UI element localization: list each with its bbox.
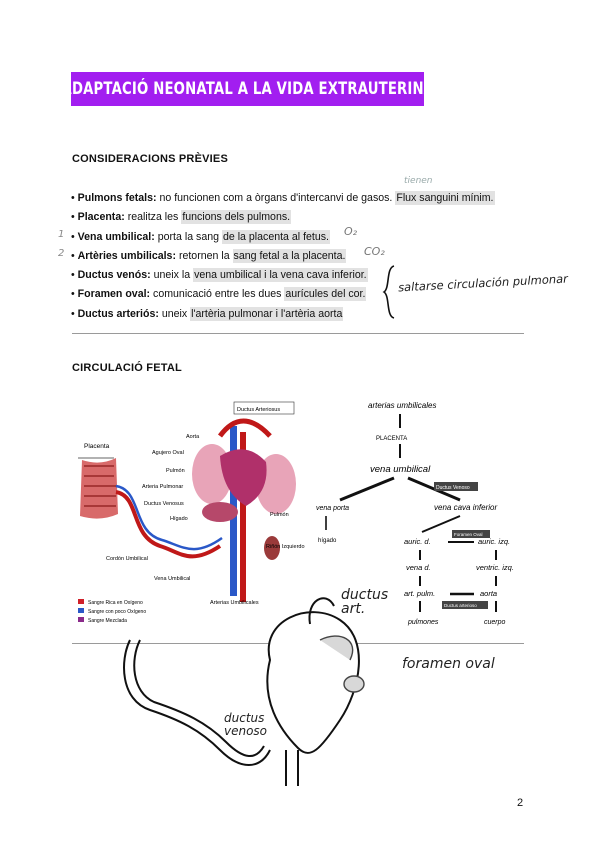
label-ductus-venosus: Ductus Venosus [144,501,184,507]
curly-bracket [380,264,400,320]
flow-pulmones: pulmones [408,619,439,626]
flow-arterias: arterias umbilicales [368,401,437,410]
label-pulmon: Pulmón [166,468,185,474]
legend-mezclada: Sangre Mezclada [88,618,127,624]
flow-vena-d: vena d. [406,563,431,572]
flow-placenta: PLACENTA [376,436,408,442]
considerations-list [71,189,541,324]
label-placenta: Placenta [84,443,110,450]
note-o2: O₂ [344,225,358,238]
flow-auric-izq: auric. izq. [478,537,511,546]
list-item: • Artèries umbilicals: retornen la sang fetal a la placenta. [71,249,346,262]
label-vena-umbilical: Vena Umbilical [154,576,191,582]
flow-vena-porta: vena porta [316,505,350,512]
list-item: • Pulmons fetals: no funcionen com a òrgans d'intercanvi de gasos. Flux sanguini mínim. [71,192,494,204]
flow-ductus-art-tag: Ductus arterioso [444,603,477,608]
label-rinon: Riñón Izquierdo [266,544,305,550]
list-item: • Vena umbilical: porta la sang de la placenta al fetus. [71,230,329,243]
divider [72,333,524,334]
label-agujero-oval: Agujero Oval [152,450,184,456]
title-banner [61,72,434,106]
label-arteria-pulmonar: Arteria Pulmonar [142,484,184,490]
liver-shape [202,502,238,522]
list-item: • Foramen oval: comunicació entre les dues aurícules del cor. [71,288,366,301]
vessel-tube [124,640,270,765]
legend-rica: Sangre Rica en Oxígeno [88,600,143,606]
flow-aorta: aorta [480,589,498,598]
legend-poco: Sangre con poco Oxígeno [88,609,147,615]
heart-label-foramen: foramen oval [402,656,495,672]
label-arterias: Arterias Umbilicales [210,600,259,606]
label-aorta: Aorta [186,434,200,440]
legend-swatch-red [78,599,84,604]
legend-swatch-blue [78,608,84,613]
flow-higado: hígado [318,538,337,544]
list-item: • Ductus arteriós: uneix l'artèria pulmonar i l'artèria aorta [71,307,343,320]
flow-vena-cava: vena cava inferior [434,503,498,512]
flow-vena-umbilical: vena umbilical [370,464,431,475]
section-heading-consideracions: CONSIDERACIONS PRÈVIES [72,153,228,165]
heart-label-ductus-art: ductus art. [341,587,389,617]
note-tienen: tienen [404,176,433,186]
page-number: 2 [517,797,524,809]
section-heading-circulacio: CIRCULACIÓ FETAL [72,362,182,374]
page-title: ADAPTACIÓ NEONATAL A LA VIDA EXTRAUTERINA [61,79,434,99]
note-num1: 1 [58,229,65,240]
heart-sketch [110,580,410,820]
flow-cuerpo: cuerpo [484,619,506,626]
label-higado: Hígado [170,516,188,522]
heart-label-ductus-venoso: ductus venoso [224,711,268,738]
note-co2: CO₂ [364,245,385,258]
list-item: • Ductus venós: uneix la vena umbilical i la vena cava inferior. [71,269,367,282]
flow-art-pulm: art. pulm. [404,589,436,598]
flow-ventric-izq: ventric. izq. [476,563,514,572]
placenta-shape [80,458,118,519]
flow-foramen-tag: Foramen Oval [454,532,483,537]
flow-auric-d: auric. d. [404,537,431,546]
note-num2: 2 [58,248,65,259]
note-bracket: saltarse circulación pulmonar [397,271,569,295]
flow-ductus-venoso: Ductus Venoso [436,485,470,491]
label-cordon: Cordón Umbilical [106,556,148,562]
label-pulmon2: Pulmón [270,512,289,518]
legend-swatch-purple [78,617,84,622]
label-ductus-arteriosus: Ductus Arteriosus [237,407,281,413]
list-item: • Placenta: realitza les funcions dels pulmons. [71,211,291,224]
